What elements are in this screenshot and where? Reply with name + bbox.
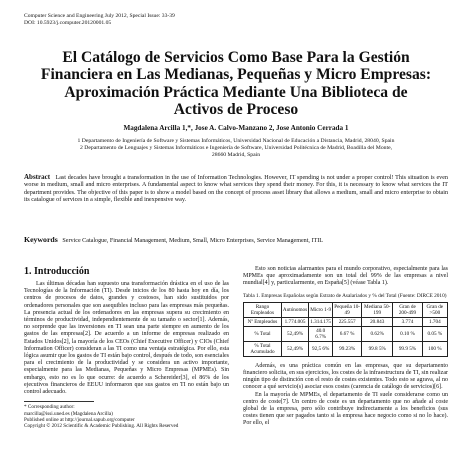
table-cell: 1.774.005 <box>281 317 308 326</box>
table-cell: 20.843 <box>362 317 393 326</box>
affiliation-2: 2 Departamento de Lenguajes y Sistemas Informáticos e Ingeniería de Software, Universidad Politécnica de Madrid, Boadilla del Monte, <box>79 144 393 151</box>
title-line-4: Activos de Proceso <box>173 101 299 119</box>
section-heading: 1. Introducción <box>24 266 90 277</box>
table-caption: Tabla 1. Empresas Españolas según Estrato de Asalariados y % del Total (Fuente: DIRCE 2010) <box>243 292 447 299</box>
table-cell: 99.8 5% <box>362 341 393 356</box>
table-cell: 225.557 <box>333 317 362 326</box>
authors: Magdalena Arcilla 1,*, Jose A. Calvo-Manzano 2, Jose Antonio Cerrada 1 <box>123 124 349 132</box>
right-paragraph-3: En la mayoría de MPMEs, el departamento de TI suele considerarse como un centro de coste[7]. Un centro de coste es un departamento que no añade al coste global de la empresa, pero sólo contribuye indirectamente a los beneficios (sus costes tienen que ser pagados tanto si la empresa hace negocio como si no lo hace). Por ello, el <box>243 391 448 427</box>
table-cell: 0.05 % <box>422 326 447 341</box>
left-column <box>24 266 229 430</box>
abstract-text: Last decades have brought a transformation in the use of Information Technologies. However, IT spending is not under a proper control! This situation is even worse in medium, small and micro enterprises. A fundamental aspect to know what services they spend their money. For this, it is necessary to know what services the IT department provides. The objective of this paper is to show a model based on the concept of process asset library that allows a medium, small and micro enterprise to obtain its catalogue of services in a simple, flexible and inexpensive way. <box>24 175 448 204</box>
table-cell: 40.0 6.7% <box>309 326 333 341</box>
affiliation-3: 28660 Madrid, Spain <box>211 151 261 158</box>
table-cell: Nº Empleados <box>244 317 282 326</box>
keywords-text: Service Catalogue, Financial Management, Medium, Small, Micro Enterprises, Service Management, ITIL <box>62 238 323 244</box>
right-paragraph-1: Esto son noticias alarmantes para el mundo corporativo, especialmente para las MPMEs que aproximadamente son un total del 99% de las empresas a nivel mundial[4] y, particularmente, en España[5] (véase Tabla 1). <box>243 266 448 287</box>
footnotes <box>24 404 229 430</box>
table-cell: 6.67 % <box>333 326 362 341</box>
table-cell: 99.23% <box>333 341 362 356</box>
table-row <box>244 341 448 356</box>
table-cell: 0.10 % <box>393 326 422 341</box>
title-line-1: El Catálogo de Servicios Como Base Para la Gestión <box>62 49 410 66</box>
table-cell: 3.774 <box>393 317 422 326</box>
table-header-cell: Micro 1-9 <box>309 302 333 317</box>
table-header-cell: Rango Empleados <box>244 302 282 317</box>
abstract-label: Abstract <box>24 173 51 181</box>
title-line-2: Financiera en Las Medianas, Pequeñas y Micro Empresas: <box>40 66 432 84</box>
doi-line: DOI: 10.5923/j.computer.20120001.05 <box>24 20 112 27</box>
table-header-cell: Mediana 50-199 <box>362 302 393 317</box>
table-cell: 1.314.175 <box>310 318 332 325</box>
table-cell: 52,49% <box>281 341 308 356</box>
table-row <box>244 317 448 326</box>
footnote-rule <box>24 401 94 402</box>
keywords <box>24 236 448 245</box>
table-header-cell: Pequeña 10-49 <box>334 303 361 316</box>
keywords-label: Keywords <box>24 235 58 244</box>
table-cell: 1.704 <box>422 317 447 326</box>
journal-line: Computer Science and Engineering July 2012, Special Issue: 33-39 <box>24 13 175 19</box>
table-row <box>244 326 448 341</box>
paper-title <box>30 49 442 119</box>
affiliation-1: 1 Departamento de Ingeniería de Software y Sistemas Informáticos, Universidad Nacional de Educación a Distancia, Madrid, 28040, Spain <box>77 138 395 144</box>
table-cell: 99.9 5% <box>393 341 422 356</box>
abstract <box>24 174 448 205</box>
title-line-3: Aproximación Práctica Mediante Una Biblioteca de <box>64 83 408 101</box>
affiliations <box>0 138 472 159</box>
footnote-corresponding: * Corresponding author: <box>24 404 75 411</box>
table-cell: 92,5 6% <box>309 341 333 356</box>
table-cell: 100 % <box>422 341 447 356</box>
footnote-email: marcilla@issi.uned.es (Magdalena Arcilla) <box>24 410 113 417</box>
journal-header <box>24 13 175 28</box>
enterprise-table <box>243 302 448 357</box>
table-cell: % Total Acumulado <box>244 341 282 356</box>
table-header-cell: Gran de >500 <box>422 302 447 317</box>
table-header-row <box>244 302 448 317</box>
footnote-copyright: Copyright © 2012 Scientific & Academic Publishing. All Rights Reserved <box>24 423 179 430</box>
table-header-cell: Autónomos <box>281 302 308 317</box>
intro-paragraph: Las últimas décadas han supuesto una transformación drástica en el uso de las Tecnologías de la Información (TI). Desde inicios de los 80 hasta hoy en día, los centros de procesos de datos, grandes y costosos, han sido sustituidos por ordenadores personales que son asequibles incluso para las empresas más pequeñas. La presencia actual de los ordenadores en las empresas supera su crecimiento en términos de productividad, independientemente de su tamaño o sector[1]. Además, no sorprende que las inversiones en TI sean una parte siempre en aumento de los gastos de las empresas[2]. De acuerdo a un informe de empresas realizado en Estados Unidos[2], la mayoría de los CEOs (Chief Executive Officer) y CIOs (Chief Information Officer) consideran a las TI como una ventaja estratégica. Por ello, esta lógica asumir que los gastos de TI están bajo control, después de todo, son esenciales para el crecimiento de la productividad y se considera un activo importante, especialmente para las Medianas, Pequeñas y Micro Empresas (MPMEs). Sin embargo, esto no es lo que ocurre: de acuerdo a Schereider[3], el 86% de los ejecutivos financieros de EEUU informaron que sus gastos en TI no están bajo un control adecuado. <box>24 281 229 396</box>
right-column <box>243 266 448 428</box>
table-header-cell: Gran de 200-499 <box>393 302 422 317</box>
right-paragraph-2: Además, es una práctica común en las empresas, que su departamento financiero solicita, en sus ejercicios, los costes de la infraestructura de TI, sin realizar ningún tipo de distinción con el resto de costes existentes. Todo esto se agrava, al no conocer a qué servicio(s) asociar esos costes (carencia de catálogo de servicios)[6]. <box>243 362 448 391</box>
footnote-published: Published online at http://journal.sapub.org/computer <box>24 417 135 424</box>
table-cell: % Total <box>244 326 282 341</box>
table-cell: 0.62% <box>362 326 393 341</box>
table-cell: 52,49% <box>281 326 308 341</box>
